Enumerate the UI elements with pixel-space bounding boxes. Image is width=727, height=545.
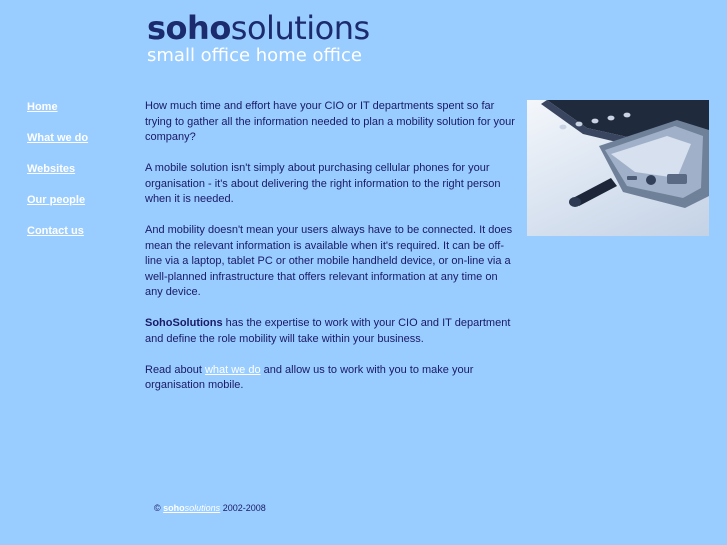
laptop-and-phone-photo: [527, 100, 709, 236]
logo-rest-part: solutions: [230, 9, 370, 47]
expertise-text: has the expertise to work with your CIO and IT department and define the role mobility will take within your business.: [145, 317, 511, 345]
site-logo[interactable]: [147, 9, 370, 66]
read-about-prefix: Read about: [145, 363, 205, 376]
logo-wordmark: [147, 9, 370, 47]
nav-link-contact-us[interactable]: Contact us: [27, 225, 84, 237]
nav-link-home[interactable]: Home: [27, 101, 58, 113]
company-name: SohoSolutions: [145, 317, 223, 329]
footer-link-bold: soho: [163, 503, 185, 513]
main-nav: [27, 100, 88, 255]
footer: [154, 503, 266, 513]
what-we-do-link[interactable]: what we do: [204, 363, 261, 376]
nav-link-what-we-do[interactable]: What we do: [27, 132, 89, 144]
copyright-symbol: ©: [154, 503, 161, 513]
nav-link-websites[interactable]: Websites: [27, 163, 76, 175]
main-content: [145, 99, 515, 409]
expertise-paragraph: [145, 316, 515, 347]
photo-illustration: [527, 100, 709, 236]
logo-tagline: small office home office: [147, 45, 362, 66]
footer-link-rest: solutions: [184, 503, 221, 513]
mobility-paragraph: And mobility doesn't mean your users always have to be connected. It does mean the relevant information is available when it's required. It can be off-line via a laptop, tablet PC or other mobile handheld device, or on-line via a well-planned infrastructure that offers relevant information at any time on any device.: [145, 224, 513, 298]
copyright-years: 2002-2008: [222, 503, 266, 513]
logo-bold-part: soho: [147, 9, 231, 47]
mobile-solution-paragraph: A mobile solution isn't simply about purchasing cellular phones for your organisation - it's about delivering the right information to the right person when it is needed.: [145, 162, 501, 205]
read-about-suffix: and allow us to work with you to make your organisation mobile.: [145, 363, 474, 391]
read-about-paragraph: [145, 363, 515, 394]
intro-paragraph: How much time and effort have your CIO or IT departments spent so far trying to gather all the information needed to plan a mobility solution for your company?: [145, 100, 515, 143]
footer-company-link[interactable]: [163, 503, 220, 513]
nav-link-our-people[interactable]: Our people: [27, 194, 86, 206]
